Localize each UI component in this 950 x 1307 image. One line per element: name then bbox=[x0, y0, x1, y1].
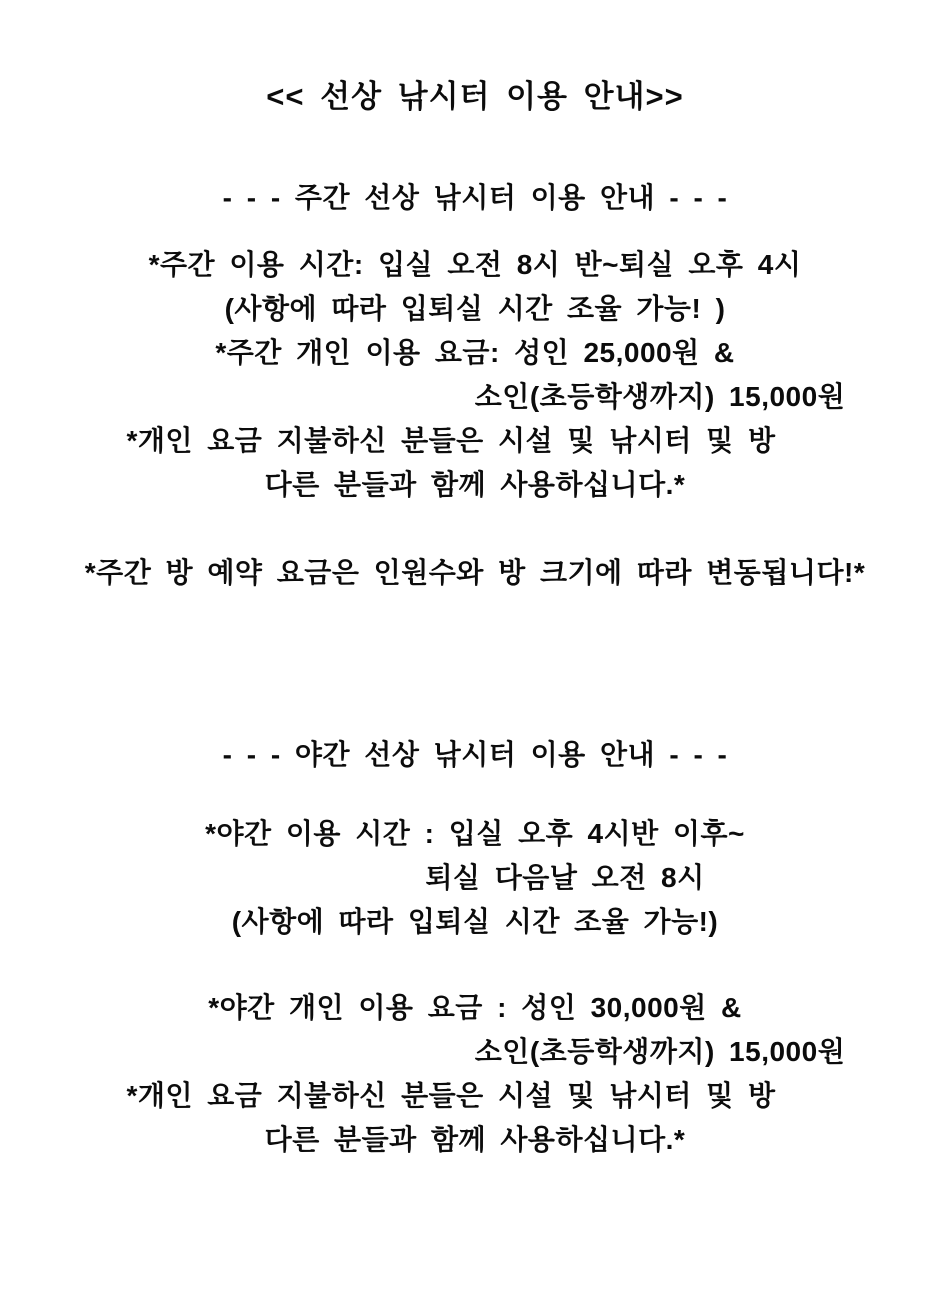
day-section-header: - - - 주간 선상 낚시터 이용 안내 - - - bbox=[222, 182, 728, 213]
day-usage-time-line: *주간 이용 시간: 입실 오전 8시 반~퇴실 오후 4시 bbox=[148, 249, 802, 280]
night-shared-use-line-1: *개인 요금 지불하신 분들은 시설 및 낚시터 및 방 bbox=[126, 1080, 776, 1111]
night-shared-use-line-2: 다른 분들과 함께 사용하십니다.* bbox=[264, 1124, 686, 1155]
day-shared-use-line-1: *개인 요금 지불하신 분들은 시설 및 낚시터 및 방 bbox=[126, 425, 776, 456]
night-section-header: - - - 야간 선상 낚시터 이용 안내 - - - bbox=[222, 739, 728, 770]
night-time-adjust-note: (사항에 따라 입퇴실 시간 조율 가능!) bbox=[231, 906, 719, 937]
document-title: << 선상 낚시터 이용 안내>> bbox=[266, 79, 684, 114]
day-child-fee-line: 소인(초등학생까지) 15,000원 bbox=[474, 381, 846, 412]
day-adult-fee-line: *주간 개인 이용 요금: 성인 25,000원 & bbox=[215, 337, 735, 368]
night-checkout-time-line: 퇴실 다음날 오전 8시 bbox=[425, 862, 705, 893]
night-adult-fee-line: *야간 개인 이용 요금 : 성인 30,000원 & bbox=[208, 992, 742, 1023]
day-room-fee-note: *주간 방 예약 요금은 인원수와 방 크기에 따라 변동됩니다!* bbox=[84, 557, 866, 588]
day-time-adjust-note: (사항에 따라 입퇴실 시간 조율 가능! ) bbox=[224, 293, 726, 324]
night-usage-time-line: *야간 이용 시간 : 입실 오후 4시반 이후~ bbox=[205, 818, 745, 849]
night-child-fee-line: 소인(초등학생까지) 15,000원 bbox=[474, 1036, 846, 1067]
day-shared-use-line-2: 다른 분들과 함께 사용하십니다.* bbox=[264, 469, 686, 500]
